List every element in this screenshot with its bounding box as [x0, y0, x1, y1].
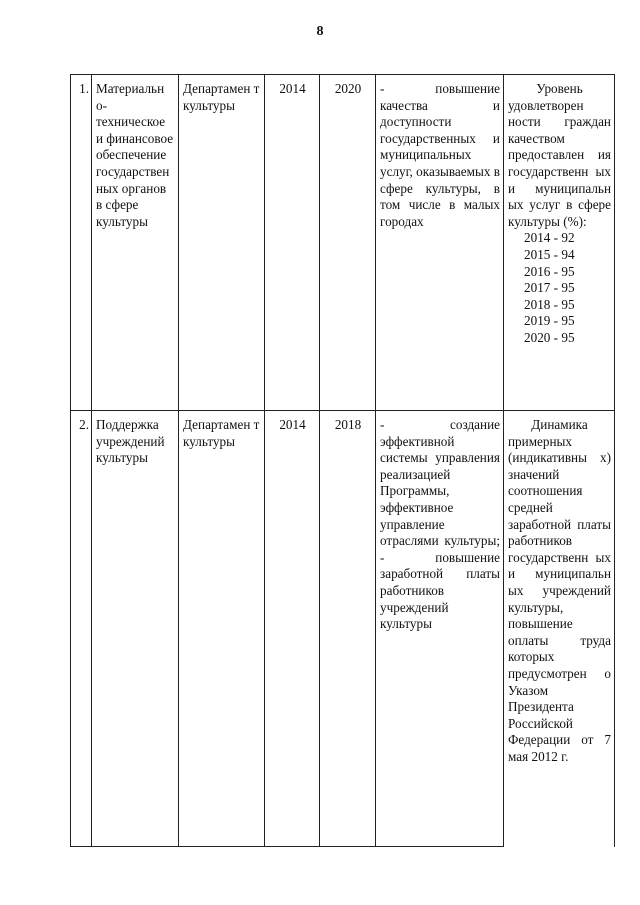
- end-year: 2018: [320, 411, 376, 847]
- end-year: 2020: [320, 75, 376, 411]
- value-item: 2017 - 95: [524, 280, 575, 296]
- program-table: [70, 74, 615, 847]
- measure-name: Материальн о- техническое и финансовое обеспечение государствен ных органов в сфере культуры: [92, 75, 179, 411]
- value-item: 2020 - 95: [524, 329, 575, 345]
- row-number: 2.: [71, 411, 92, 847]
- executor: Департамен т культуры: [179, 75, 265, 411]
- value-item: 2015 - 94: [524, 246, 575, 262]
- table-row: [71, 75, 615, 411]
- measure-name: Поддержка учреждений культуры: [92, 411, 179, 847]
- start-year: 2014: [265, 75, 320, 411]
- indicator-text: примерных (индикативны х) значений соотношения средней заработной платы работников государственн ых и муниципальн ых учреждений культуры, повышение оплаты труда которых предусмотрен о Указом Президента Российской Федерации от 7 мая 2012 г.: [508, 433, 611, 764]
- start-year: 2014: [265, 411, 320, 847]
- indicator-title: Уровень: [536, 81, 583, 96]
- value-item: 2019 - 95: [524, 313, 575, 329]
- indicator: [504, 411, 615, 847]
- expected-result: - повышение качества и доступности государственных и муниципальных услуг, оказываемых в сфере культуры, в том числе в малых городах: [376, 75, 504, 411]
- executor: Департамен т культуры: [179, 411, 265, 847]
- table-row: [71, 411, 615, 847]
- value-item: 2016 - 95: [524, 263, 575, 279]
- indicator-text: удовлетворен ности граждан качеством предоставлен ия государственн ых и муниципальн ых услуг в сфере культуры (%):: [508, 97, 611, 229]
- expected-result: - создание эффективной системы управления реализацией Программы, эффективное управление отраслями культуры; - повышение заработной платы работников учреждений культуры: [376, 411, 504, 847]
- value-item: 2014 - 92: [524, 230, 575, 246]
- page-number: 8: [316, 24, 324, 39]
- row-number: 1.: [71, 75, 92, 411]
- indicator: [504, 75, 615, 411]
- indicator-values: [508, 230, 611, 346]
- indicator-title: Динамика: [531, 417, 588, 432]
- value-item: 2018 - 95: [524, 296, 575, 312]
